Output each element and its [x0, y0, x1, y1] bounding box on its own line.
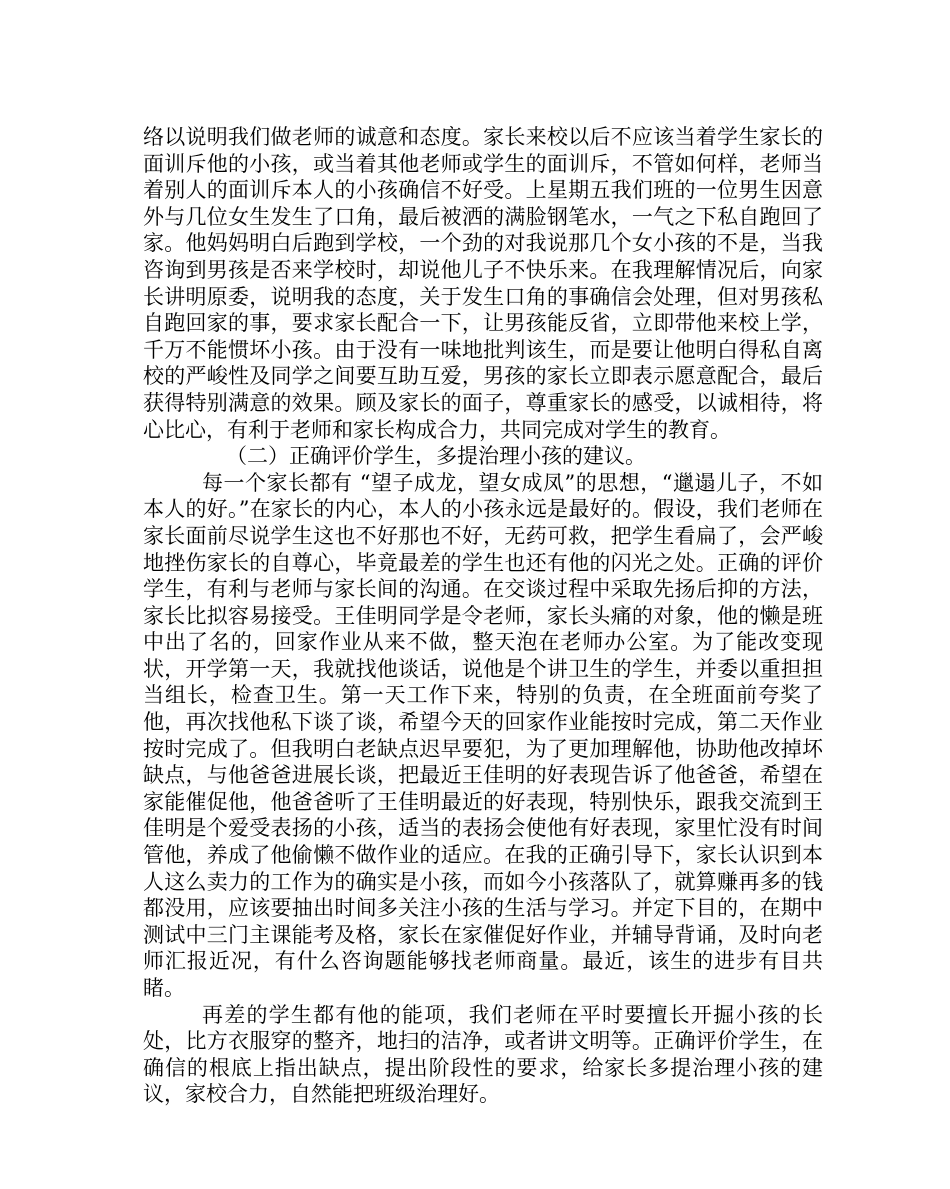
- section-heading: （二）正确评价学生，多提治理小孩的建议。: [226, 444, 646, 469]
- paragraph-closing: 再差的学生都有他的能项，我们老师在平时要擅长开掘小孩的长处，比方衣服穿的整齐，地扫的洁净，或者讲文明等。正确评价学生，在确信的根底上指出缺点，提出阶段性的要求，给家长多提治理小孩的建议，家校合力，自然能把班级治理好。: [143, 1002, 823, 1107]
- document-page: [143, 124, 823, 1108]
- paragraph-body: 每一个家长都有 “望子成龙，望女成凤”的思想，“邋遢儿子，不如本人的好。”在家长的内心，本人的小孩永远是最好的。假设，我们老师在家长面前尽说学生这也不好那也不好，无药可救，把学生看扁了，会严峻地挫伤家长的自尊心，毕竟最差的学生也还有他的闪光之处。正确的评价学生，有利与老师与家长间的沟通。在交谈过程中采取先扬后抑的方法，家长比拟容易接受。王佳明同学是令老师，家长头痛的对象，他的懒是班中出了名的，回家作业从来不做，整天泡在老师办公室。为了能改变现状，开学第一天，我就找他谈话，说他是个讲卫生的学生，并委以重担担当组长，检查卫生。第一天工作下来，特别的负责，在全班面前夸奖了他，再次找他私下谈了谈，希望今天的回家作业能按时完成，第二天作业按时完成了。但我明白老缺点迟早要犯，为了更加理解他，协助他改掉坏缺点，与他爸爸进展长谈，把最近王佳明的好表现告诉了他爸爸，希望在家能催促他，他爸爸听了王佳明最近的好表现，特别快乐，跟我交流到王佳明是个爱受表扬的小孩，适当的表扬会使他有好表现，家里忙没有时间管他，养成了他偷懒不做作业的适应。在我的正确引导下，家长认识到本人这么卖力的工作为的确实是小孩，而如今小孩落队了，就算赚再多的钱都没用，应该要抽出时间多关注小孩的生活与学习。并定下目的，在期中测试中三门主课能考及格，家长在家催促好作业，并辅导背诵，及时向老师汇报近况，有什么咨询题能够找老师商量。最近，该生的进步有目共睹。: [143, 470, 823, 1000]
- paragraph-continuation: 络以说明我们做老师的诚意和态度。家长来校以后不应该当着学生家长的面训斥他的小孩，或当着其他老师或学生的面训斥，不管如何样，老师当着别人的面训斥本人的小孩确信不好受。上星期五我们班的一位男生因意外与几位女生发生了口角，最后被洒的满脸钢笔水，一气之下私自跑回了家。他妈妈明白后跑到学校，一个劲的对我说那几个女小孩的不是，当我咨询到男孩是否来学校时，却说他儿子不快乐来。在我理解情况后，向家长讲明原委，说明我的态度，关于发生口角的事确信会处理，但对男孩私自跑回家的事，要求家长配合一下，让男孩能反省，立即带他来校上学，千万不能惯坏小孩。由于没有一味地批判该生，而是要让他明白得私自离校的严峻性及同学之间要互助互爱，男孩的家长立即表示愿意配合，最后获得特别满意的效果。顾及家长的面子，尊重家长的感受，以诚相待，将心比心，有利于老师和家长构成合力，共同完成对学生的教育。: [143, 125, 823, 442]
